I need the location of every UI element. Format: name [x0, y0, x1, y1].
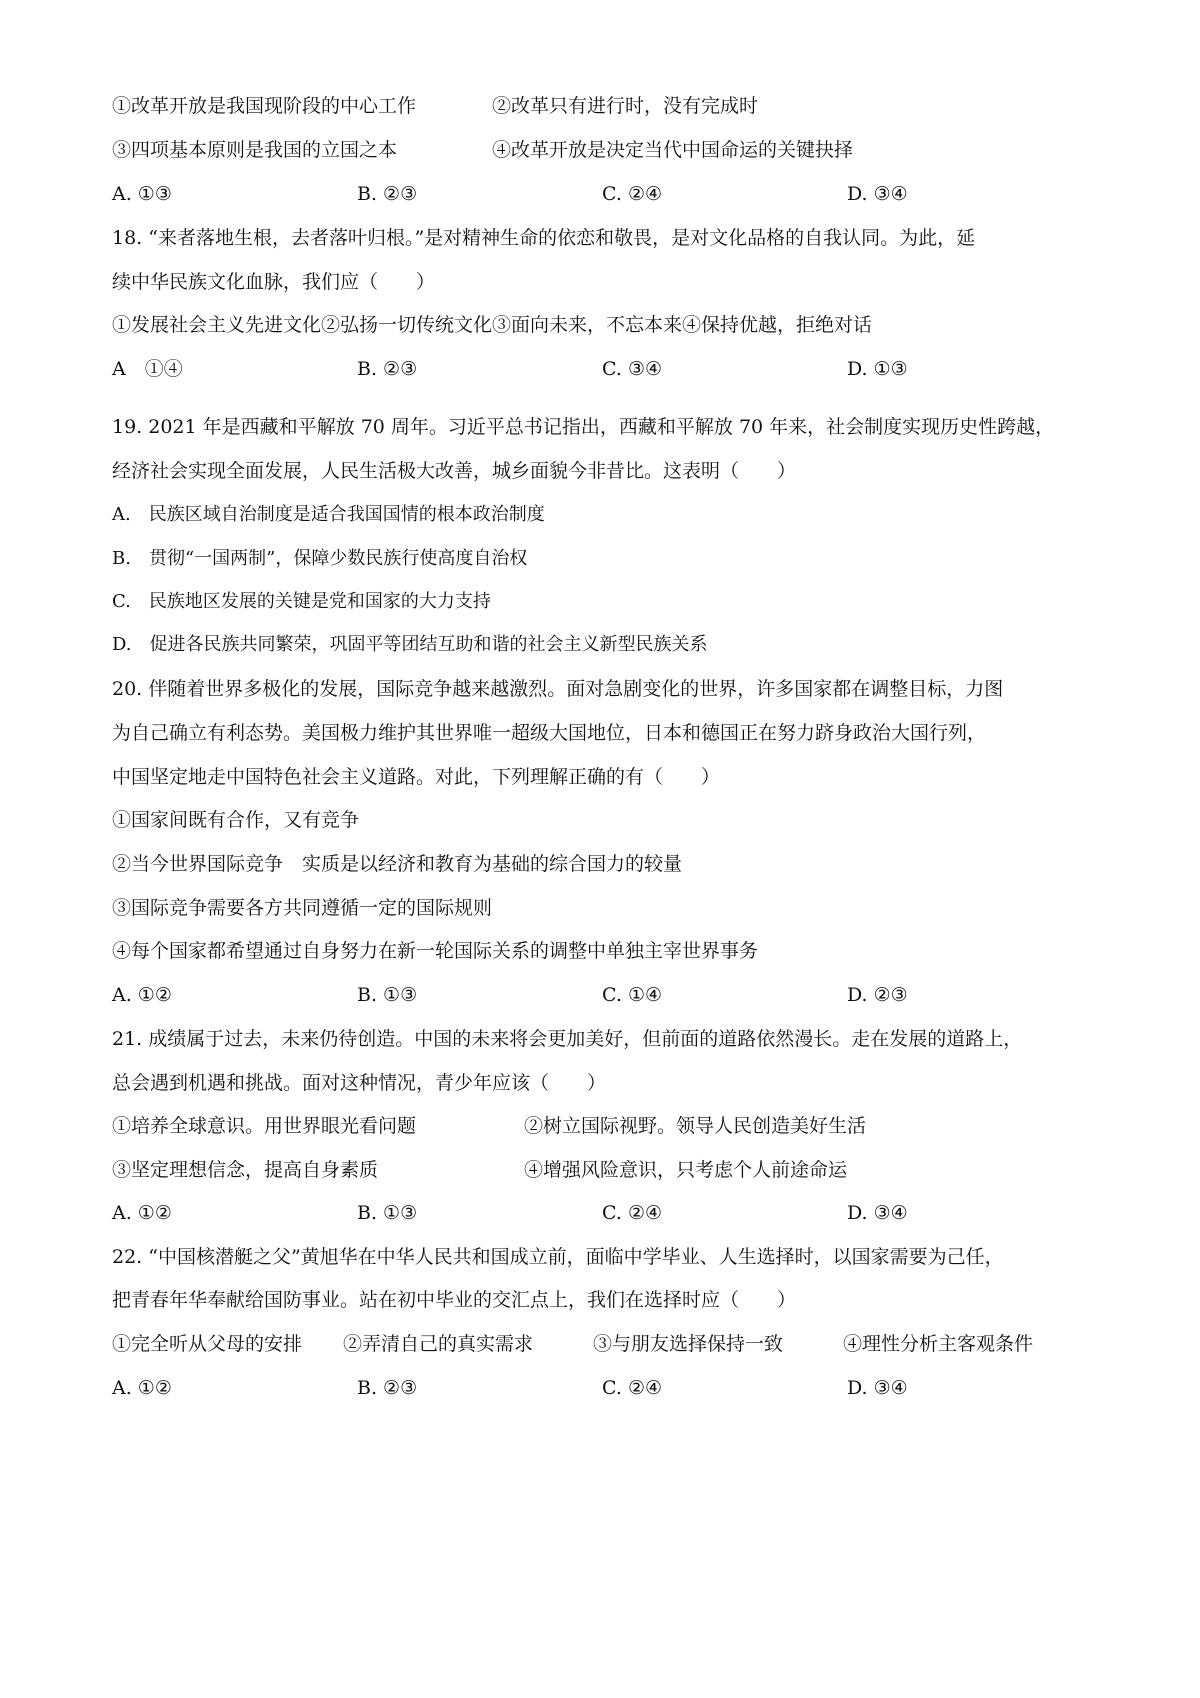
q21-choice-c[interactable]: C. ②④: [602, 1202, 663, 1224]
q19-option-a[interactable]: A. 民族区域自治制度是适合我国国情的根本政治制度: [112, 504, 545, 525]
q20-stem-line-1: 20. 伴随着世界多极化的发展，国际竞争越来越激烈。面对急剧变化的世界，许多国家都在调整目标，力图: [112, 678, 1004, 700]
q18-choice-b[interactable]: B. ②③: [357, 358, 418, 380]
q18-choice-a[interactable]: A ①④: [112, 358, 183, 380]
q22-choice-b[interactable]: B. ②③: [357, 1377, 418, 1399]
q22-stem-line-1: 22. “中国核潜艇之父”黄旭华在中华人民共和国成立前，面临中学毕业、人生选择时，以国家需要为己任，: [112, 1246, 1004, 1268]
q21-statements-row-2: [112, 1158, 1112, 1182]
q21-choice-d[interactable]: D. ③④: [847, 1202, 908, 1224]
q22-stem-line-2: 把青春年华奉献给国防事业。站在初中毕业的交汇点上，我们在选择时应（ ）: [112, 1289, 797, 1311]
q17-statements-row-2: [112, 138, 1112, 162]
q17-statement-4: ④改革开放是决定当代中国命运的关键抉择: [492, 139, 854, 161]
q20-choice-a[interactable]: A. ①②: [112, 984, 172, 1006]
q21-choices: [112, 1201, 1112, 1225]
q20-statement-2: ②当今世界国际竞争 实质是以经济和教育为基础的综合国力的较量: [112, 853, 683, 875]
q20-statement-4: ④每个国家都希望通过自身努力在新一轮国际关系的调整中单独主宰世界事务: [112, 940, 759, 962]
q22-statement-4: ④理性分析主客观条件: [843, 1333, 1034, 1355]
q21-stem-line-1: 21. 成绩属于过去，未来仍待创造。中国的未来将会更加美好，但前面的道路依然漫长。走在发展的道路上，: [112, 1028, 1023, 1050]
q17-choice-b[interactable]: B. ②③: [357, 183, 418, 205]
q20-statement-3: ③国际竞争需要各方共同遵循一定的国际规则: [112, 897, 493, 919]
q21-stem-line-2: 总会遇到机遇和挑战。面对这种情况，青少年应该（ ）: [112, 1072, 607, 1094]
q21-statement-3: ③坚定理想信念，提高自身素质: [112, 1159, 379, 1181]
q20-statement-1: ①国家间既有合作，又有竞争: [112, 809, 360, 831]
q22-choice-c[interactable]: C. ②④: [602, 1377, 663, 1399]
q18-stem-line-1: 18. “来者落地生根，去者落叶归根。”是对精神生命的依恋和敬畏，是对文化品格的自我认同。为此，延: [112, 227, 976, 249]
q20-stem-line-3: 中国坚定地走中国特色社会主义道路。对此，下列理解正确的有（ ）: [112, 766, 721, 788]
q21-statements-row-1: [112, 1114, 1112, 1138]
q20-choice-d[interactable]: D. ②③: [847, 984, 908, 1006]
q17-statement-1: ①改革开放是我国现阶段的中心工作: [112, 95, 417, 117]
q17-statements-row-1: [112, 94, 1112, 118]
q19-option-d[interactable]: D. 促进各民族共同繁荣，巩固平等团结互助和谐的社会主义新型民族关系: [112, 634, 708, 655]
q17-statement-2: ②改革只有进行时，没有完成时: [492, 95, 759, 117]
q21-choice-a[interactable]: A. ①②: [112, 1202, 172, 1224]
q18-choices: [112, 357, 1112, 381]
q19-option-c[interactable]: C. 民族地区发展的关键是党和国家的大力支持: [112, 591, 491, 612]
q20-choice-c[interactable]: C. ①④: [602, 984, 663, 1006]
q21-statement-4: ④增强风险意识，只考虑个人前途命运: [524, 1159, 848, 1181]
q18-statements: ①发展社会主义先进文化②弘扬一切传统文化③面向未来，不忘本来④保持优越，拒绝对话: [112, 314, 873, 336]
q20-stem-line-2: 为自己确立有利态势。美国极力维护其世界唯一超级大国地位，日本和德国正在努力跻身政治大国行列，: [112, 722, 987, 744]
q18-choice-d[interactable]: D. ①③: [847, 358, 908, 380]
q22-choice-d[interactable]: D. ③④: [847, 1377, 908, 1399]
q22-choice-a[interactable]: A. ①②: [112, 1377, 172, 1399]
q17-choice-d[interactable]: D. ③④: [847, 183, 908, 205]
q17-choices: [112, 182, 1112, 206]
q21-statement-2: ②树立国际视野。领导人民创造美好生活: [524, 1115, 867, 1137]
q17-choice-c[interactable]: C. ②④: [602, 183, 663, 205]
q20-choices: [112, 983, 1112, 1007]
q19-stem-line-2: 经济社会实现全面发展，人民生活极大改善，城乡面貌今非昔比。这表明（ ）: [112, 460, 797, 482]
q19-option-b[interactable]: B. 贯彻“一国两制”，保障少数民族行使高度自治权: [112, 548, 528, 569]
q18-choice-c[interactable]: C. ③④: [602, 358, 663, 380]
q19-stem-line-1: 19. 2021 年是西藏和平解放 70 周年。习近平总书记指出，西藏和平解放 70 年来，社会制度实现历史性跨越，: [112, 416, 1055, 438]
q22-statement-3: ③与朋友选择保持一致: [593, 1333, 784, 1355]
q22-statement-2: ②弄清自己的真实需求: [343, 1333, 534, 1355]
q22-statement-1: ①完全听从父母的安排: [112, 1333, 303, 1355]
q22-statements: [112, 1332, 1112, 1356]
q17-statement-3: ③四项基本原则是我国的立国之本: [112, 139, 398, 161]
q21-statement-1: ①培养全球意识。用世界眼光看问题: [112, 1115, 417, 1137]
q21-choice-b[interactable]: B. ①③: [357, 1202, 418, 1224]
q17-choice-a[interactable]: A. ①③: [112, 183, 172, 205]
q22-choices: [112, 1376, 1112, 1400]
q18-stem-line-2: 续中华民族文化血脉，我们应（ ）: [112, 271, 436, 293]
q20-choice-b[interactable]: B. ①③: [357, 984, 418, 1006]
